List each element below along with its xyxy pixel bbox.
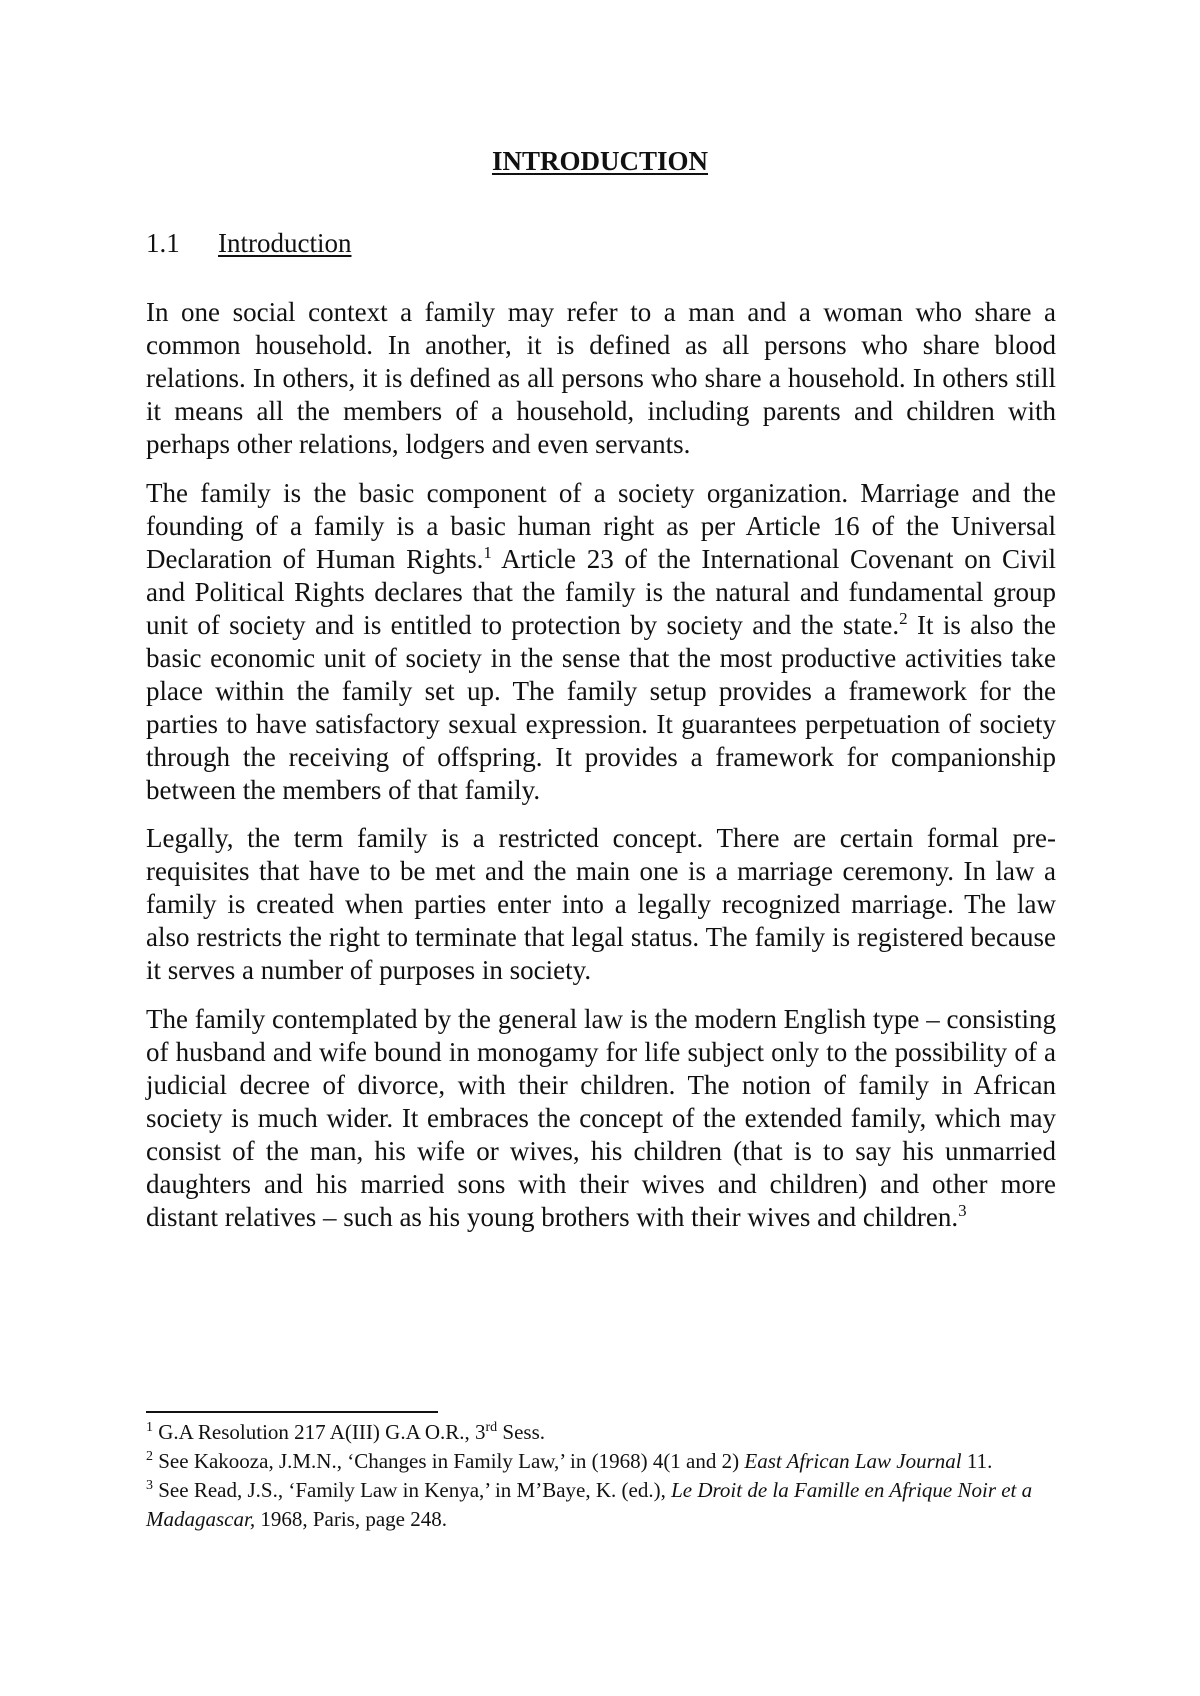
footnote-ref-3: 3	[958, 1201, 967, 1220]
paragraph-4-part-1: The family contemplated by the general law is the modern English type – consisting of husband and wife bound in monogamy for life subject only to the possibility of a judicial decree of divorce, with their children. The notion of family in African society is much wider. It embraces the concept of the extended family, which may consist of the man, his wife or wives, his children (that is to say his unmarried daughters and his married sons with their wives and children) and other more distant relatives – such as his young brothers with their wives and children.	[146, 1004, 1056, 1232]
footnote-2-text-b: 11.	[961, 1449, 993, 1473]
paragraph-2-part-3: It is also the basic economic unit of society in the sense that the most productive activities take place within the family set up. The family setup provides a framework for the parties to have satisfactory sexual expression. It guarantees perpetuation of society through the receiving of offspring. It provides a framework for companionship between the members of that family.	[146, 610, 1056, 805]
footnote-2-journal-title: East African Law Journal	[744, 1449, 962, 1473]
footnote-separator	[146, 1411, 438, 1413]
footnote-3	[146, 1476, 1056, 1534]
paragraph-4	[146, 1003, 1056, 1234]
footnote-mark-3: 3	[146, 1478, 153, 1493]
footnote-3-text-b: 1968, Paris, page 248.	[255, 1507, 447, 1531]
paragraph-2-part-1: The family is the basic component of a society organization. Marriage and the founding of a family is a basic human right as per Article 16 of the Universal Declaration of Human Rights.	[146, 478, 1056, 574]
section-number: 1.1	[146, 228, 180, 258]
footnote-3-text-a: See Read, J.S., ‘Family Law in Kenya,’ in M’Baye, K. (ed.),	[153, 1478, 672, 1502]
page-title: INTRODUCTION	[491, 146, 709, 176]
footnote-1	[146, 1418, 1056, 1447]
footnote-ref-2: 2	[899, 609, 908, 628]
paragraph-2	[146, 477, 1056, 807]
footnote-2	[146, 1447, 1056, 1476]
paragraph-1: In one social context a family may refer to a man and a woman who share a common household. In another, it is defined as all persons who share blood relations. In others, it is defined as all persons who share a household. In others still it means all the members of a household, including parents and children with perhaps other relations, lodgers and even servants.	[146, 297, 1056, 459]
footnote-mark-1: 1	[146, 1420, 153, 1435]
footnote-3-book-title: Le Droit de la Famille en Afrique Noir et a Madagascar,	[146, 1478, 1033, 1531]
paragraph-2-part-2: Article 23 of the International Covenant on Civil and Political Rights declares that the family is the natural and fundamental group unit of society and is entitled to protection by society and the state.	[146, 544, 1056, 640]
section-heading-text: Introduction	[218, 228, 352, 258]
footnotes	[146, 1418, 1056, 1534]
footnote-1-text-b: Sess.	[497, 1420, 546, 1444]
footnote-2-text-a: See Kakooza, J.M.N., ‘Changes in Family Law,’ in (1968) 4(1 and 2)	[153, 1449, 745, 1473]
footnote-ref-1: 1	[483, 543, 492, 562]
footnote-1-ordinal: rd	[485, 1420, 498, 1435]
footnote-1-text-a: G.A Resolution 217 A(III) G.A O.R., 3	[153, 1420, 486, 1444]
section-heading	[146, 228, 351, 259]
paragraph-3: Legally, the term family is a restricted concept. There are certain formal pre-requisites that have to be met and the main one is a marriage ceremony. In law a family is created when parties enter into a legally recognized marriage. The law also restricts the right to terminate that legal status. The family is registered because it serves a number of purposes in society.	[146, 823, 1056, 985]
footnote-mark-2: 2	[146, 1449, 153, 1464]
